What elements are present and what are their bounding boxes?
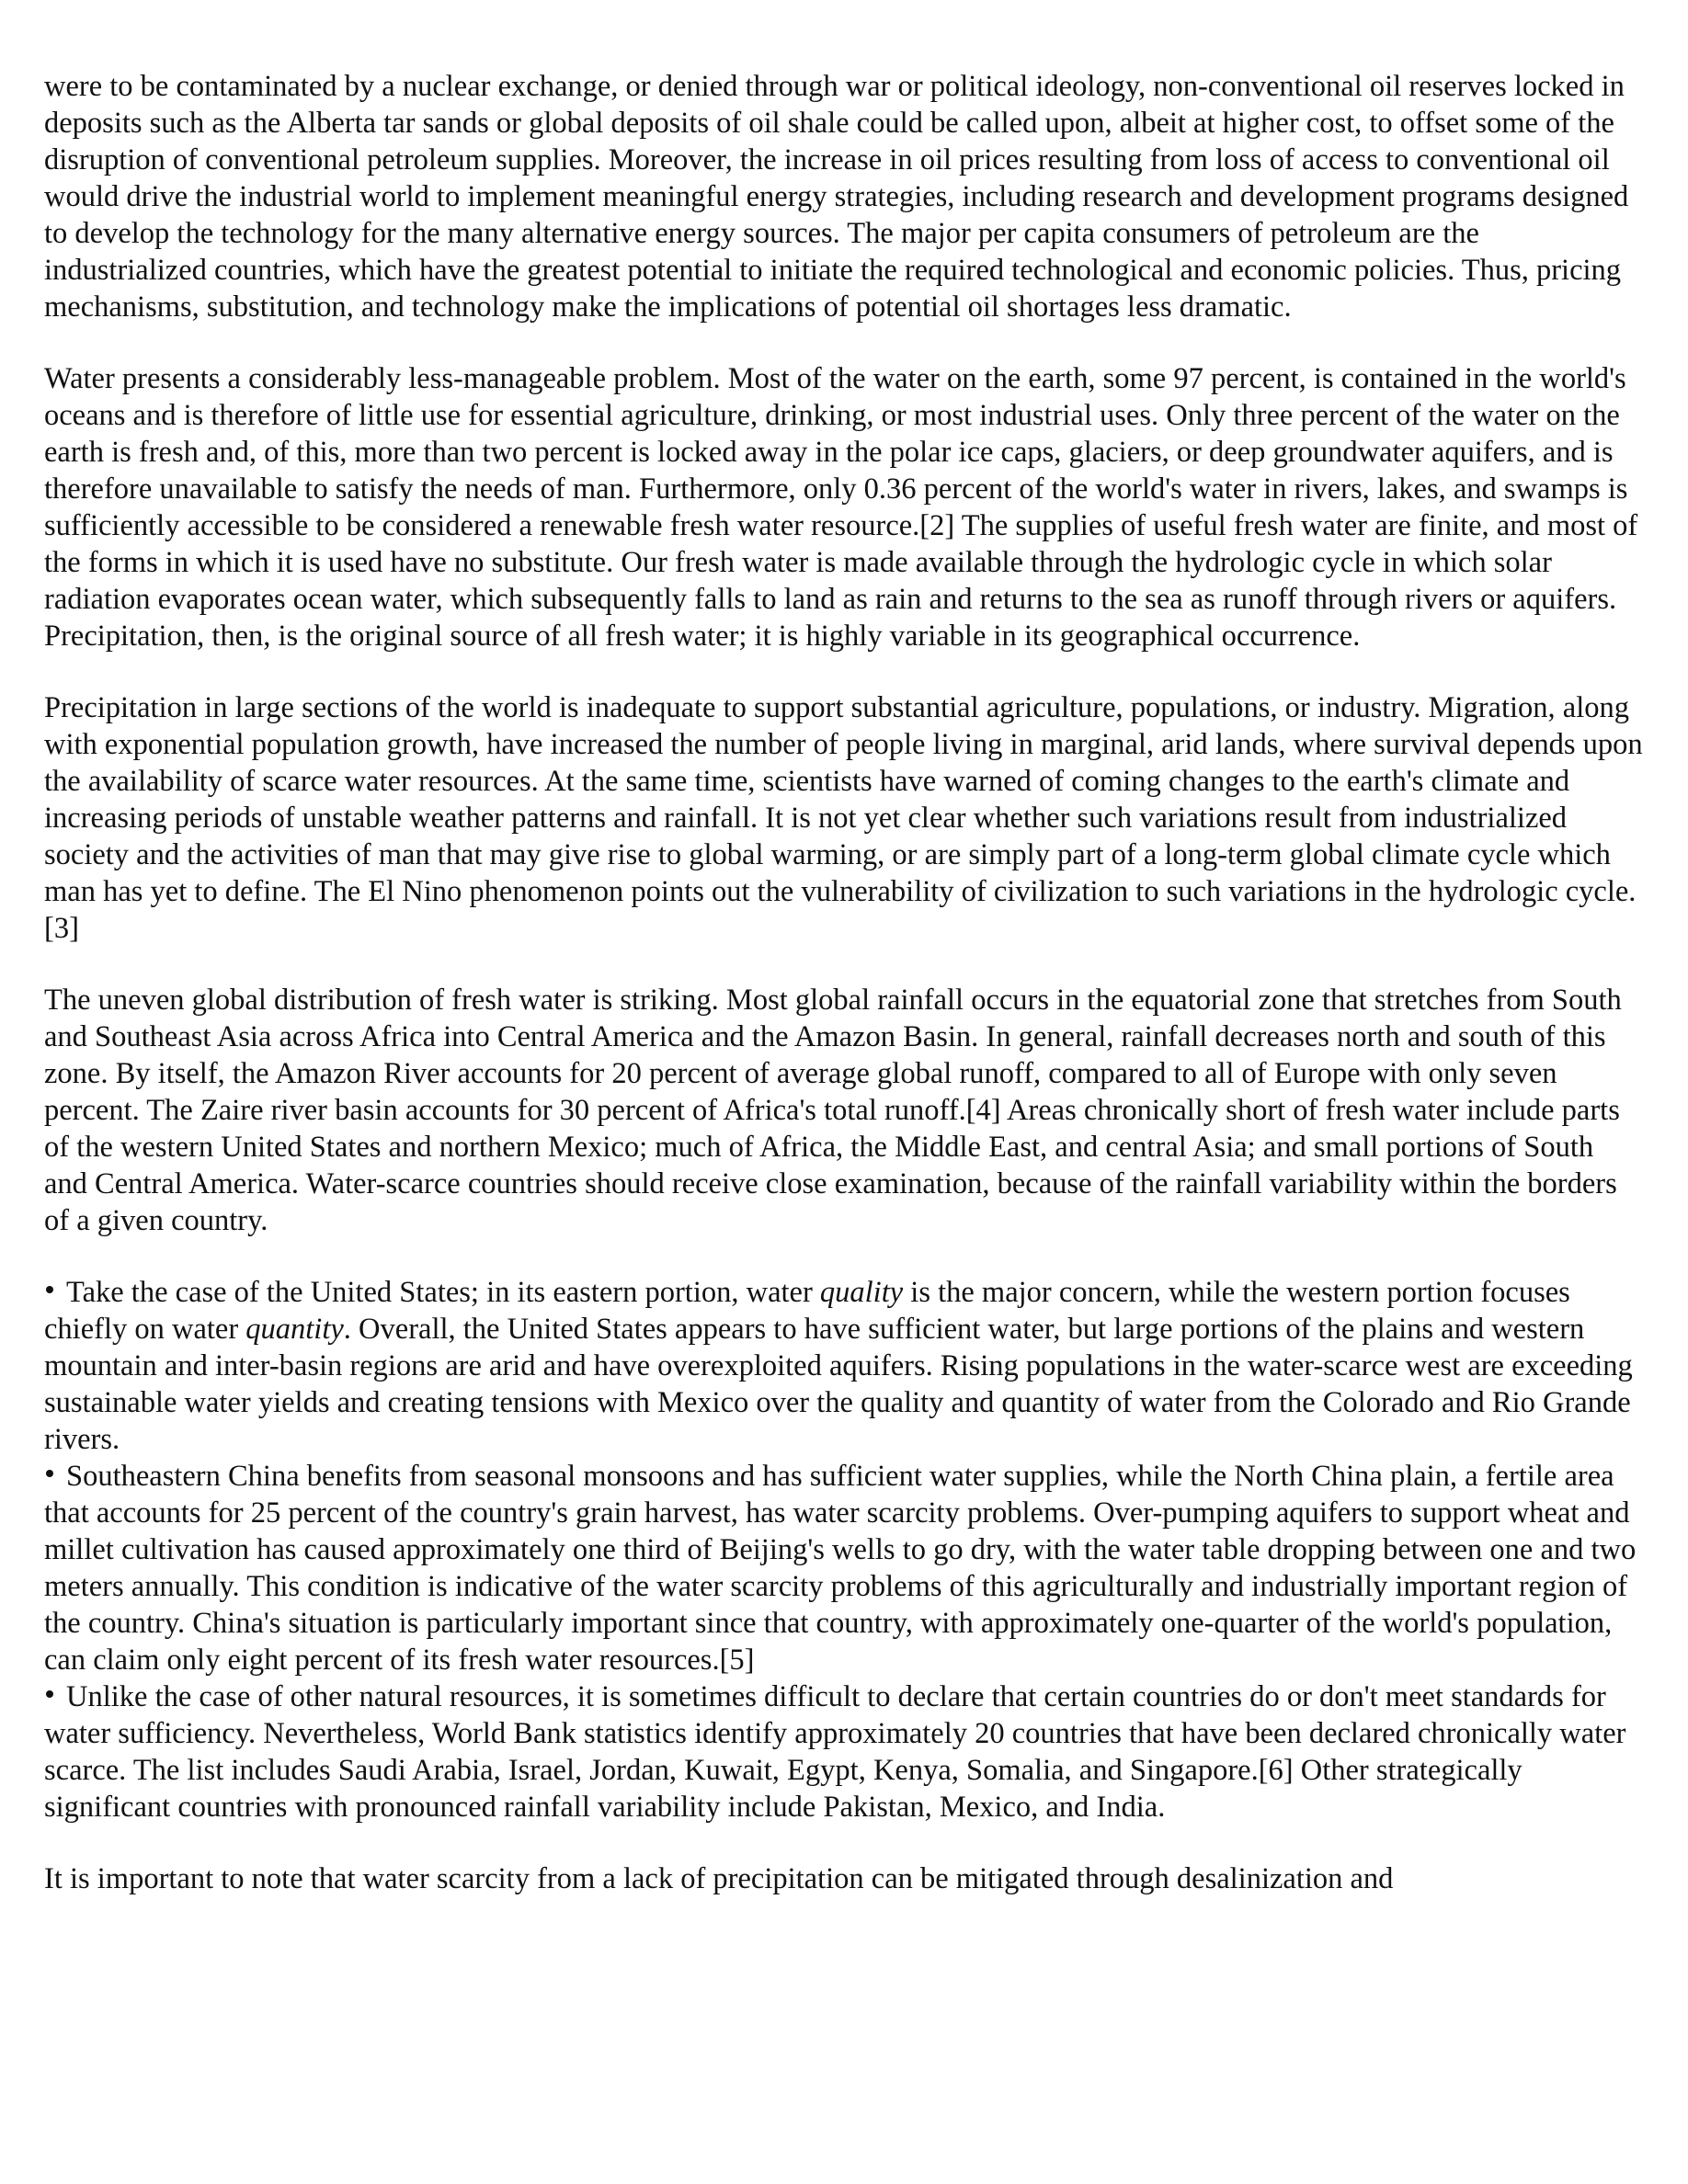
bullet-text: is the major concern, while the western portion focuses chiefly on water [44, 1276, 1570, 1346]
emphasis-quantity: quantity [245, 1313, 344, 1346]
bullet-dot-icon [46, 1470, 53, 1477]
paragraph-oil-alternatives: were to be contaminated by a nuclear exchange, or denied through war or political ideology, non-conventional oil reserves locked in deposits such as the Alberta tar sands or global deposits of oil shale could be called upon, albeit at higher cost, to offset some of the disruption of conventional petroleum supplies. Moreover, the increase in oil prices resulting from loss of access to conventional oil would drive the industrial world to implement meaningful energy strategies, including research and development programs designed to develop the technology for the many alternative energy sources. The major per capita consumers of petroleum are the industrialized countries, which have the greatest potential to initiate the required technological and economic policies. Thus, pricing mechanisms, substitution, and technology make the implications of potential oil shortages less dramatic. [44, 70, 1629, 324]
bullet-dot-icon [46, 1690, 53, 1698]
paragraph-precipitation: Precipitation in large sections of the world is inadequate to support substantial agriculture, populations, or industry. Migration, along with exponential population growth, have increased the number of people living in marginal, arid lands, where survival depends upon the availability of scarce water resources. At the same time, scientists have warned of coming changes to the earth's climate and increasing periods of unstable weather patterns and rainfall. It is not yet clear whether such variations result from industrialized society and the activities of man that may give rise to global warming, or are simply part of a long-term global climate cycle which man has yet to define. The El Nino phenomenon points out the vulnerability of civilization to such variations in the hydrologic cycle.[3] [44, 691, 1643, 945]
bullet-text: Southeastern China benefits from seasonal monsoons and has sufficient water supplies, while the North China plain, a fertile area that accounts for 25 percent of the country's grain harvest, has water scarcity problems. Over-pumping aquifers to support wheat and millet cultivation has caused approximately one third of Beijing's wells to go dry, with the water table dropping between one and two meters annually. This condition is indicative of the water scarcity problems of this agriculturally and industrially important region of the country. China's situation is particularly important since that country, with approximately one-quarter of the world's population, can claim only eight percent of its fresh water resources.[5] [44, 1460, 1637, 1677]
bullet-water-scarce-countries [44, 1678, 1644, 1826]
bullet-text: Unlike the case of other natural resources, it is sometimes difficult to declare that certain countries do or don't meet standards for water sufficiency. Nevertheless, World Bank statistics identify approximately 20 countries that have been declared chronically water scarce. The list includes Saudi Arabia, Israel, Jordan, Kuwait, Egypt, Kenya, Somalia, and Singapore.[6] Other strategically significant countries with pronounced rainfall variability include Pakistan, Mexico, and India. [44, 1680, 1626, 1824]
bullet-list [44, 1274, 1644, 1826]
paragraph-fresh-water-supply: Water presents a considerably less-manageable problem. Most of the water on the earth, some 97 percent, is contained in the world's oceans and is therefore of little use for essential agriculture, drinking, or most industrial uses. Only three percent of the water on the earth is fresh and, of this, more than two percent is locked away in the polar ice caps, glaciers, or deep groundwater aquifers, and is therefore unavailable to satisfy the needs of man. Furthermore, only 0.36 percent of the world's water in rivers, lakes, and swamps is sufficiently accessible to be considered a renewable fresh water resource.[2] The supplies of useful fresh water are finite, and most of the forms in which it is used have no substitute. Our fresh water is made available through the hydrologic cycle in which solar radiation evaporates ocean water, which subsequently falls to land as rain and returns to the sea as runoff through rivers or aquifers. Precipitation, then, is the original source of all fresh water; it is highly variable in its geographical occurrence. [44, 362, 1638, 653]
emphasis-quality: quality [819, 1276, 904, 1309]
paragraph-closing: It is important to note that water scarcity from a lack of precipitation can be mitigated through desalinization and [44, 1862, 1394, 1895]
bullet-united-states [44, 1274, 1644, 1458]
paragraph-water-distribution: The uneven global distribution of fresh water is striking. Most global rainfall occurs in the equatorial zone that stretches from South and Southeast Asia across Africa into Central America and the Amazon Basin. In general, rainfall decreases north and south of this zone. By itself, the Amazon River accounts for 20 percent of average global runoff, compared to all of Europe with only seven percent. The Zaire river basin accounts for 30 percent of Africa's total runoff.[4] Areas chronically short of fresh water include parts of the western United States and northern Mexico; much of Africa, the Middle East, and central Asia; and small portions of South and Central America. Water-scarce countries should receive close examination, because of the rainfall variability within the borders of a given country. [44, 984, 1622, 1237]
bullet-dot-icon [46, 1286, 53, 1293]
bullet-text: Take the case of the United States; in its eastern portion, water [66, 1276, 820, 1309]
bullet-text: . Overall, the United States appears to have sufficient water, but large portions of the plains and western mountain and inter-basin regions are arid and have overexploited aquifers. Rising populations in the water-scarce west are exceeding sustainable water yields and creating tensions with Mexico over the quality and quantity of water from the Colorado and Rio Grande rivers. [44, 1313, 1633, 1456]
bullet-china [44, 1458, 1644, 1678]
document-page [44, 68, 1644, 1932]
